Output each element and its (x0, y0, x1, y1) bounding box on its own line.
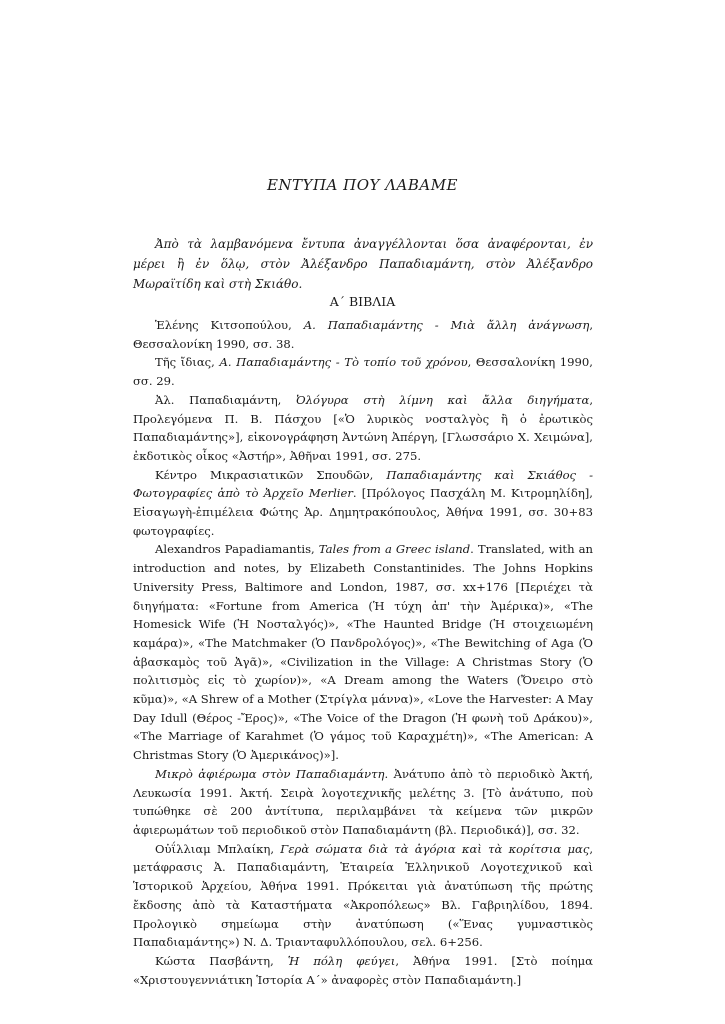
entry-title: Ὀλόγυρα στὴ λίμνη καὶ ἄλλα διηγήματα (296, 392, 590, 407)
entry-author: Ἀλ. Παπαδιαμάντη, (155, 392, 297, 407)
entry-details: , Θεσσαλονίκη 1990, σσ. 38. (133, 318, 593, 351)
bibliography-entry (133, 316, 593, 353)
entry-author: Κέντρο Μικρασιατικῶν Σπουδῶν, (155, 467, 387, 482)
entry-details: , Προλεγόμενα Π. Β. Πάσχου [«Ὁ λυρικὸς νοσταλγὸς ἢ ὁ ἐρωτικὸς Παπαδιαμάντης»], εἰκονογράφηση Ἀντώνη Ἀπέργη, [Γλωσσάριο Χ. Χειμώνα], ἐκδοτικὸς οἶκος «Ἀστήρ», Ἀθῆναι 1991, σσ. 275. (133, 392, 593, 463)
entry-title: Ἡ πόλη φεύγει (287, 953, 396, 968)
bibliography-entry (133, 840, 593, 952)
entry-title: Γερὰ σώματα διὰ τὰ ἀγόρια καὶ τὰ κορίτσια μας (280, 841, 590, 856)
entry-author: Ἑλένης Κιτσοπούλου, (155, 318, 304, 332)
entry-details: , μετάφρασις Ἀ. Παπαδιαμάντη, Ἑταιρεία Ἑλληνικοῦ Λογοτεχνικοῦ καὶ Ἱστορικοῦ Ἀρχείου, Ἀθήνα 1991. Πρόκειται γιὰ ἀνατύπωση τῆς πρώτης ἔκδοσης ἀπὸ τὰ Καταστήματα «Ἀκροπόλεως» Βλ. Γαβριηλίδου, 1894. Προλογικὸ σημείωμα στὴν ἀνατύπωση («Ἕνας γυμναστικὸς Παπαδιαμάντης») N. Δ. Τριανταφυλλόπουλου, σελ. 6+256. (133, 841, 594, 950)
intro-note: Ἀπὸ τὰ λαμβανόμενα ἔντυπα ἀναγγέλλονται ὅσα ἀναφέρονται, ἐν μέρει ἢ ἐν ὅλῳ, στὸν Ἀλέξανδρο Παπαδιαμάντη, στὸν Ἀλέξανδρο Μωραϊτίδη καὶ στὴ Σκιάθο. (133, 237, 593, 291)
entry-title: Α. Παπαδιαμάντης - Μιὰ ἄλλη ἀνάγνωση (303, 318, 590, 332)
bibliography-entry (133, 952, 593, 989)
entry-details: . Translated, with an introduction and notes, by Elizabeth Constantinides. The Johns Hopkins University Press, Baltimore and London, 1987, σσ. xx+176 [Περιέχει τὰ διηγήματα: «Fortune from America (Ἡ τύχη ἀπ' τὴν Ἀμέρικα)», «The Homesick Wife (Ἡ Νοσταλγός)», «The Haunted Bridge (Ἡ στοιχειωμένη καμάρα)», «The Matchmaker (Ὁ Πανδρολόγος)», «The Bewitching of Aga (Ὁ ἀβασκαμὸς τοῦ Ἀγᾶ)», «Civilization in the Village: A Christmas Story (Ὁ πολιτισμὸς εἰς τὸ χωρίον)», «A Dream among the Waters (Ὄνειρο στὸ κῦμα)», «A Shrew of a Mother (Στρίγλα μάννα)», «Love the Harvester: A May Day Idull (Θέρος -Ἔρος)», «The Voice of the Dragon (Ἡ φωνὴ τοῦ Δράκου)», «The Marriage of Karahmet (Ὁ γάμος τοῦ Καραχμέτη)», «The American: A Christmas Story (Ὁ Ἀμερικάνος)»]. (133, 542, 593, 763)
bibliography-entry (133, 540, 593, 764)
entry-author: Οὐΐλλιαμ Μπλαίκη, (155, 841, 281, 856)
entry-title: Παπαδιαμάντης καὶ Σκιάθος - Φωτογραφίες ἀπὸ τὸ Ἀρχεῖο Merlier (133, 467, 593, 501)
bibliography-entry (133, 391, 593, 466)
entry-details: . Ἀνάτυπο ἀπὸ τὸ περιοδικὸ Ἀκτή, Λευκωσία 1991. Ἀκτή. Σειρὰ λογοτεχνικῆς μελέτης 3. [Τὸ ἀνάτυπο, ποὺ τυπώθηκε σὲ 200 ἀντίτυπα, περιλαμβάνει τὰ κείμενα τῶν μικρῶν ἀφιερωμάτων τοῦ περιοδικοῦ στὸν Παπαδιαμάντη (βλ. Περιοδικά)], σσ. 32. (133, 766, 593, 837)
bibliography-entry (133, 765, 593, 840)
entry-author: Τῆς ἴδιας, (155, 355, 220, 370)
page-title: ΕΝΤΥΠΑ ΠΟΥ ΛΑΒΑΜΕ (266, 176, 459, 194)
entry-author: Alexandros Papadiamantis, (155, 542, 319, 557)
bibliography-list (133, 316, 593, 989)
bibliography-entry (133, 353, 593, 390)
entry-details: , Θεσσαλονίκη 1990, σσ. 29. (133, 355, 593, 389)
entry-title: Μικρὸ ἀφιέρωμα στὸν Παπαδιαμάντη (155, 766, 385, 781)
entry-details: . [Πρόλογος Πασχάλη Μ. Κιτρομηλίδη], Εἰσαγωγὴ-ἐπιμέλεια Φώτης Ἀρ. Δημητρακόπουλος, Ἀθήνα 1991, σσ. 30+83 φωτογραφίες. (133, 486, 593, 538)
entry-author: Κώστα Πασβάντη, (155, 953, 288, 968)
entry-details: , Ἀθήνα 1991. [Στὸ ποίημα «Χριστουγεννιάτικη Ἱστορία Α΄» ἀναφορὲς στὸν Παπαδιαμάντη.] (133, 953, 593, 987)
section-heading: Α΄ ΒΙΒΛΙΑ (329, 294, 396, 309)
entry-title: Α. Παπαδιαμάντης - Τὸ τοπίο τοῦ χρόνου (219, 355, 468, 370)
bibliography-entry (133, 466, 593, 541)
entry-title: Tales from a Greec island (318, 542, 471, 557)
